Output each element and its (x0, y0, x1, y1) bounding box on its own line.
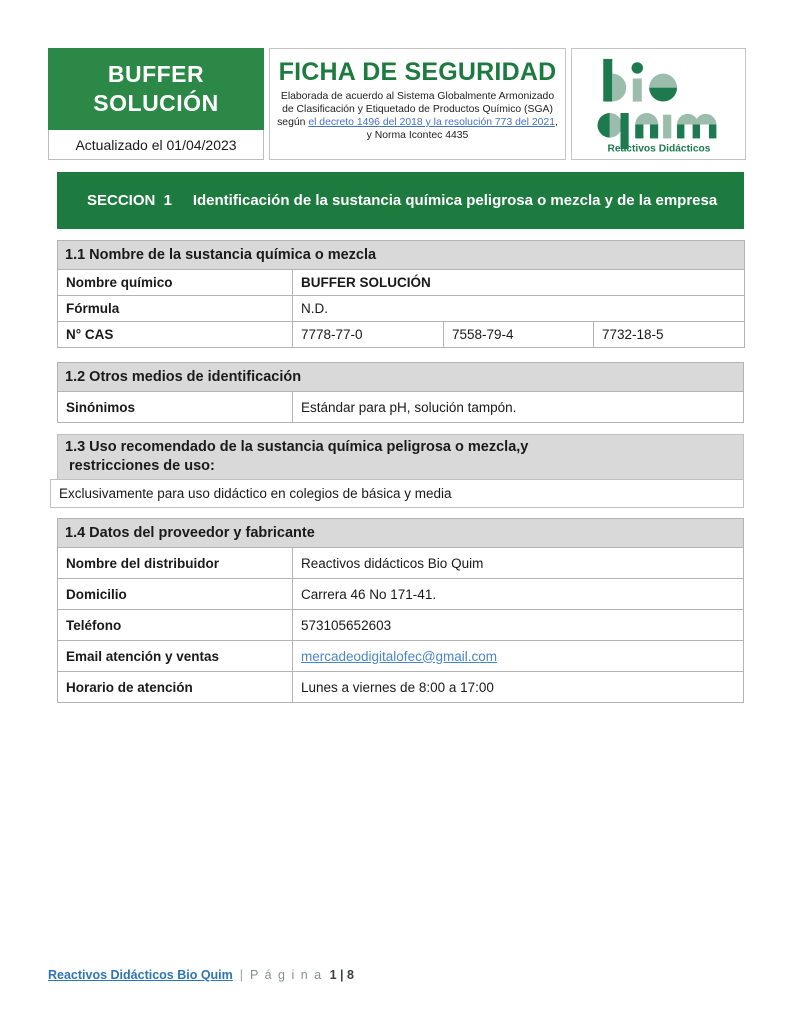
table-1-2-header: 1.2 Otros medios de identificación (58, 363, 744, 392)
table-row (58, 322, 745, 348)
cas-number: 7558-79-4 (444, 322, 594, 348)
product-name-line2: SOLUCIÓN (93, 90, 219, 116)
product-header-column (48, 48, 264, 160)
footer-page-number: 1 | 8 (329, 968, 354, 982)
row-value: Reactivos didácticos Bio Quim (293, 548, 744, 579)
row-value: N.D. (293, 296, 745, 322)
document-header (48, 48, 746, 160)
section-1-3-content: Exclusivamente para uso didáctico en colegios de básica y media (50, 479, 744, 508)
decree-link[interactable]: el decreto 1496 del 2018 y la resolución 773 del 2021 (308, 117, 555, 128)
table-row (58, 579, 744, 610)
table-row (58, 610, 744, 641)
footer-page-label: P á g i n a (250, 968, 323, 982)
subtitle-text-pre: Elaborada de acuerdo al Sistema Globalmente Armonizado de Clasificación y Etiquetado de Productos Químico (SGA) según (277, 91, 555, 128)
table-row (58, 296, 745, 322)
row-label: Fórmula (58, 296, 293, 322)
row-label: Teléfono (58, 610, 293, 641)
cas-number: 7778-77-0 (293, 322, 444, 348)
table-1-2 (57, 362, 744, 423)
section-1-bar (57, 172, 744, 229)
table-row (58, 392, 744, 423)
table-1-1-header: 1.1 Nombre de la sustancia química o mezcla (58, 241, 745, 270)
table-row (58, 270, 745, 296)
table-row (58, 641, 744, 672)
table-1-4 (57, 518, 744, 703)
product-name-line1: BUFFER (107, 61, 205, 88)
table-row (58, 672, 744, 703)
footer-separator: | (239, 968, 244, 982)
bioquim-logo (580, 54, 738, 154)
row-label: N° CAS (58, 322, 293, 348)
table-1-1 (57, 240, 745, 348)
row-label: Sinónimos (58, 392, 293, 423)
row-label: Email atención y ventas (58, 641, 293, 672)
document-title: FICHA DE SEGURIDAD (278, 58, 557, 86)
table-1-4-header: 1.4 Datos del proveedor y fabricante (58, 519, 744, 548)
document-subtitle (277, 90, 558, 142)
row-label: Nombre del distribuidor (58, 548, 293, 579)
row-label: Horario de atención (58, 672, 293, 703)
section-number-label: SECCION 1 (87, 192, 173, 209)
row-label: Nombre químico (58, 270, 293, 296)
cas-number: 7732-18-5 (594, 322, 745, 348)
footer-brand-link[interactable]: Reactivos Didácticos Bio Quim (48, 968, 233, 982)
updated-date: Actualizado el 01/04/2023 (48, 130, 264, 160)
section-1-3-title-line1: 1.3 Uso recomendado de la sustancia química peligrosa o mezcla,y (65, 439, 529, 455)
document-title-block (269, 48, 566, 160)
subtitle-text-post: , y Norma Icontec 4435 (366, 117, 558, 141)
section-title: Identificación de la sustancia química peligrosa o mezcla y de la empresa (192, 192, 718, 209)
section-1-3-header (57, 434, 744, 481)
table-row (58, 548, 744, 579)
row-label: Domicilio (58, 579, 293, 610)
product-name-box (48, 48, 264, 130)
row-value: 573105652603 (293, 610, 744, 641)
page-footer (48, 968, 354, 982)
row-value: Estándar para pH, solución tampón. (293, 392, 744, 423)
email-link[interactable]: mercadeodigitalofec@gmail.com (301, 648, 498, 664)
row-value: BUFFER SOLUCIÓN (293, 270, 745, 296)
row-value: Lunes a viernes de 8:00 a 17:00 (293, 672, 744, 703)
row-value: Carrera 46 No 171-41. (293, 579, 744, 610)
logo-tagline: Reactivos Didácticos (607, 143, 710, 154)
logo-cell (571, 48, 746, 160)
section-1-3-title-line2: restricciones de uso: (69, 458, 215, 474)
